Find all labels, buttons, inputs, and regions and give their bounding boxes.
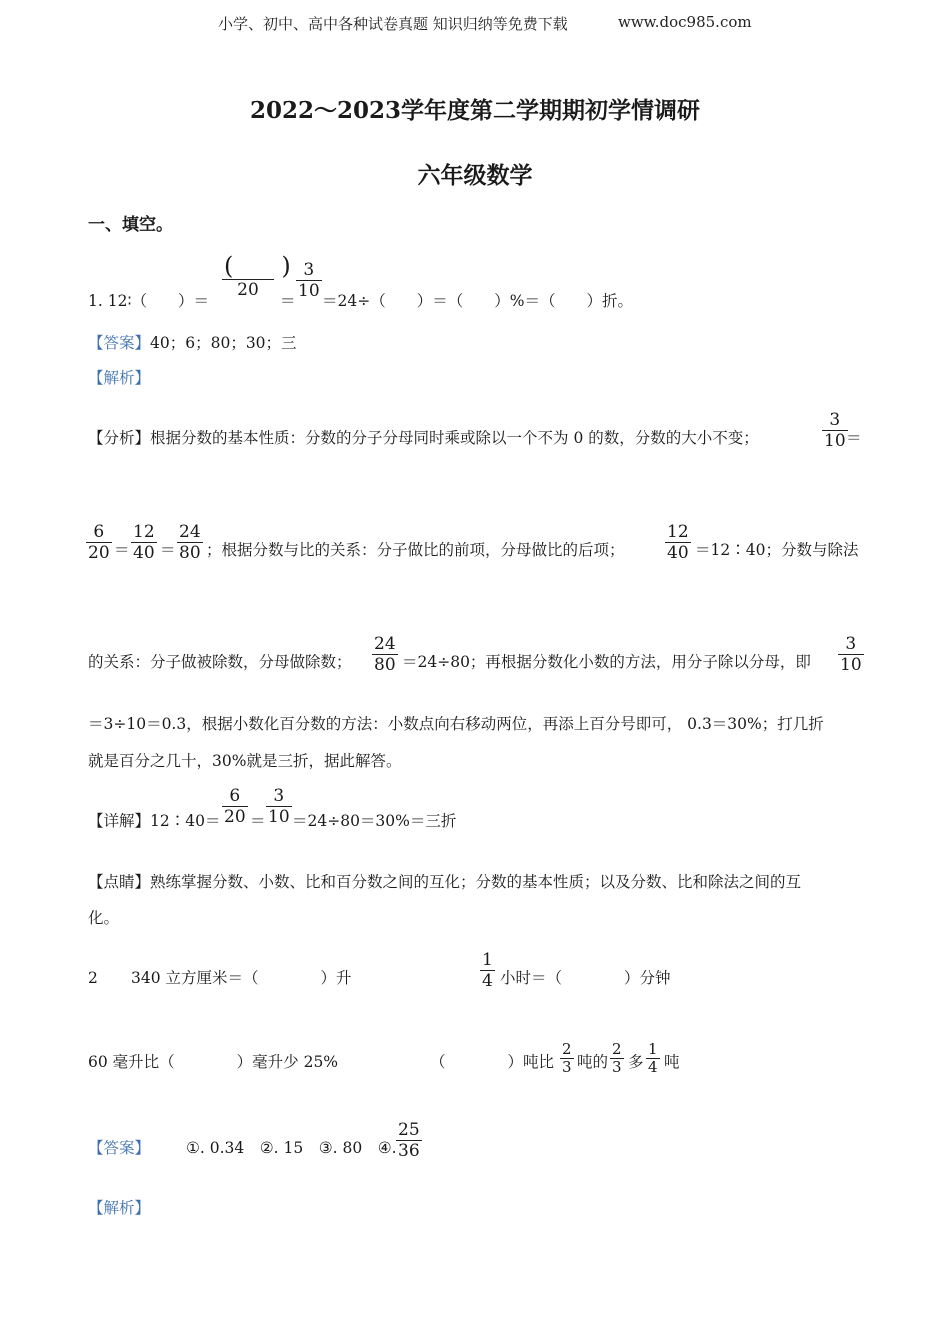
answer-text: 40；6；80；30；三 [150,334,297,352]
q2-part1: 340 立方厘米＝（ ）升 [131,969,352,987]
q1-prefix: 1. 12∶（ ）＝ [88,292,209,310]
denominator: 20 [88,543,110,563]
answer-label: 【答案】 [88,334,151,352]
numerator: 1 [648,1040,658,1058]
q1-blank-fraction [222,252,291,300]
analysis-line-c1: 的关系：分子做被除数，分母做除数； [88,653,352,671]
numerator: 6 [229,786,241,806]
fraction [822,410,848,451]
equals: ＝ [280,292,296,310]
page-subtitle: 六年级数学 [417,162,533,189]
q2-part4a: （ ）吨比 [430,1053,555,1071]
analysis-line-e: 就是百分之几十，30%就是三折，据此解答。 [88,752,402,770]
denominator: 36 [398,1141,420,1161]
denominator: 4 [648,1058,658,1076]
denominator: 10 [824,431,846,451]
numerator: 24 [179,522,201,542]
analysis-label: 【分析】 [88,429,151,447]
numerator: 3 [829,410,841,430]
numerator: 2 [612,1040,622,1058]
q2-part3: 60 毫升比（ ）毫升少 25% [88,1053,339,1071]
denominator: 20 [224,807,246,827]
numerator: 2 [562,1040,572,1058]
analysis-line-d: ＝3÷10＝0.3，根据小数化百分数的方法：小数点向右移动两位，再添上百分号即可， 0.3＝30%；打几折 [88,715,824,733]
fraction [610,1041,624,1076]
q2-part4d: 吨 [664,1053,680,1071]
q2-number: 2 [88,969,98,987]
fraction [560,1041,574,1076]
numerator: 1 [482,950,493,970]
equals: ＝ [114,541,130,559]
fraction [646,1041,660,1076]
q1-fraction [296,260,322,301]
numerator: 3 [273,786,285,806]
analysis-line-c2: ＝24÷80；再根据分数化小数的方法，用分子除以分母，即 [402,653,811,671]
denominator: 10 [268,807,290,827]
numerator: 3 [845,634,857,654]
q1-answer [88,332,297,354]
denominator: 40 [667,543,689,563]
detail-label: 【详解】 [88,812,151,830]
denominator: 80 [179,543,201,563]
fraction [838,634,864,675]
numerator: 6 [93,522,105,542]
page-title: 2022～2023学年度第二学期期初学情调研 [249,97,701,124]
q2-answer-label: 【答案】 [88,1139,151,1157]
denominator: 10 [298,281,320,301]
analysis-line-b2: ＝12∶40；分数与除法 [695,541,859,559]
comment-text: 熟练掌握分数、小数、比和百分数之间的互化；分数的基本性质；以及分数、比和除法之间的互 [150,873,802,891]
detail-rest: ＝24÷80＝30%＝三折 [292,812,457,830]
analysis-text: 根据分数的基本性质：分数的分子分母同时乘或除以一个不为 0 的数，分数的大小不变； [150,429,759,447]
detail-text: 12∶40＝ [150,812,221,830]
comment-line-a [88,871,801,893]
fraction [396,1120,422,1161]
blank-numerator: ( ) [224,252,291,280]
fraction [266,786,292,827]
denominator: 20 [222,279,274,300]
analysis-line-a [88,427,759,449]
q2-jiexi-label: 【解析】 [88,1199,151,1217]
fraction [222,786,248,827]
q2-part2: 小时＝（ ）分钟 [500,969,671,987]
fraction [177,522,203,563]
numerator: 12 [667,522,689,542]
detail-line [88,810,220,832]
denominator: 4 [482,971,493,991]
fraction [372,634,398,675]
equals: ＝ [846,429,862,447]
numerator: 3 [303,260,315,280]
numerator: 12 [133,522,155,542]
site-header-text: 小学、初中、高中各种试卷真题 知识归纳等免费下载 [218,15,568,33]
numerator: 25 [398,1120,420,1140]
analysis-line-b1: ；根据分数与比的关系：分子做比的前项，分母做比的后项； [206,541,625,559]
fraction [480,950,495,991]
denominator: 3 [612,1058,622,1076]
denominator: 40 [133,543,155,563]
comment-label: 【点睛】 [88,873,151,891]
q1-rest: ＝24÷（ ）＝（ ）%＝（ ）折。 [322,292,633,310]
q2-part4b: 吨的 [577,1053,609,1071]
q2-answer-text: ①. 0.34 ②. 15 ③. 80 ④. [186,1139,397,1157]
q2-part4c: 多 [628,1053,644,1071]
denominator: 3 [562,1058,572,1076]
denominator: 10 [840,655,862,675]
equals: ＝ [160,541,176,559]
fraction [665,522,691,563]
denominator: 80 [374,655,396,675]
comment-line-b: 化。 [88,909,120,927]
jiexi-label: 【解析】 [88,369,151,387]
section-heading: 一、填空。 [88,215,173,235]
fraction [86,522,112,563]
numerator: 24 [374,634,396,654]
equals: ＝ [250,812,266,830]
site-url[interactable]: www.doc985.com [618,13,752,31]
fraction [131,522,157,563]
